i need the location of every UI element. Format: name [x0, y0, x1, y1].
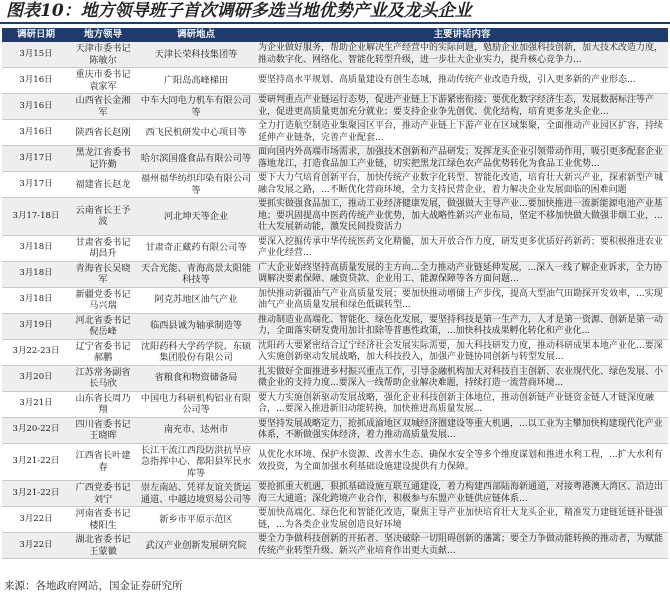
header-content: 主要讲话内容 — [256, 28, 668, 42]
figure-title: 图表10：地方领导班子首次调研多选当地优势产业及龙头企业 — [0, 0, 670, 24]
cell-place: 天合光能、青海高景太阳能科技等 — [136, 261, 256, 287]
cell-leader: 辽宁省委书记郝鹏 — [70, 339, 136, 365]
cell-content: 推动制造业高端化、智能化、绿色化发展，要坚持科技是第一生产力，人才是第一资源、创新是第一动力，全面落实研发费用加计扣除等普惠性政策，...加快科技成果孵化转化和产业化... — [256, 313, 668, 339]
cell-place: 福州福华纺织印染有限公司等 — [136, 172, 256, 198]
cell-place: 天津长荣科技集团等 — [136, 42, 256, 68]
cell-place: 哈尔滨国盛食品有限公司等 — [136, 146, 256, 172]
cell-place: 南充市、达州市 — [136, 417, 256, 443]
cell-date: 3月18日 — [2, 287, 70, 313]
cell-place: 临西县诚为轴承制造等 — [136, 313, 256, 339]
table-row — [2, 533, 668, 559]
cell-leader: 黑龙江省委书记许勤 — [70, 146, 136, 172]
cell-date: 3月15日 — [2, 42, 70, 68]
cell-date: 3月16日 — [2, 120, 70, 146]
table-row — [2, 313, 668, 339]
header-date: 调研日期 — [2, 28, 70, 42]
cell-content: 要坚持高水平规划、高质量建设有创生态城，推动传统产业改造升级，引入更多新的产业形态... — [256, 68, 668, 94]
cell-content: 面向国内外高端市场需求，加强技术创新和产品研发；发挥龙头企业引领带动作用，吸引更多配套企业落地龙江，打造食品加工产业链，切实把黑龙江绿色农产品优势转化为食品工业优势... — [256, 146, 668, 172]
table-row — [2, 443, 668, 481]
table-row — [2, 68, 668, 94]
source-note: 来源：各地政府网站，国金证券研究所 — [4, 580, 183, 592]
cell-date: 3月22日 — [2, 507, 70, 533]
cell-leader: 重庆市委书记袁家军 — [70, 68, 136, 94]
cell-leader: 河南省委书记楼阳生 — [70, 507, 136, 533]
cell-leader: 江西省长叶建春 — [70, 443, 136, 481]
cell-date: 3月20-22日 — [2, 417, 70, 443]
cell-date: 3月21日 — [2, 391, 70, 417]
table-row — [2, 42, 668, 68]
research-table — [2, 28, 668, 559]
cell-content: 从优化水环境、保护水资源、改善水生态、确保水安全等多个维度谋划和推进水利工程，...扩大水利有效投资，为全面加强水利基础设施建设提供有力保障。 — [256, 443, 668, 481]
header-leader: 地方领导 — [70, 28, 136, 42]
table-row — [2, 261, 668, 287]
table-row — [2, 146, 668, 172]
table-row — [2, 417, 668, 443]
cell-place: 长江干流江西段防洪抗旱应急指挥中心、都阳县军民水库等 — [136, 443, 256, 481]
cell-leader: 山东省长周乃翔 — [70, 391, 136, 417]
table-row — [2, 339, 668, 365]
cell-content: 加快推动新疆油气产业高质量发展；要加快推动增储上产步伐，提高大型油气田勘探开发效率，...实现油气产业高质量发展和绿色低碳转型... — [256, 287, 668, 313]
table-row — [2, 94, 668, 120]
cell-content: 要深入挖掘传承中华传统医药文化精髓，加大开放合作力度，研发更多优质好药新药；要积极推进农业产业化经营... — [256, 235, 668, 261]
cell-date: 3月22日 — [2, 533, 70, 559]
table-row — [2, 172, 668, 198]
cell-leader: 云南省长王予波 — [70, 198, 136, 236]
cell-place: 阿克苏地区油气产业 — [136, 287, 256, 313]
cell-content: 为企业做好服务，帮助企业解决生产经营中的实际问题，勉励企业加强科技创新，加大技术改造力度，推动数字化、网络化、智能化转型升级，进一步壮大企业实力，提升核心竞争力... — [256, 42, 668, 68]
cell-content: 要加快高端化、绿色化和智能化改造，聚焦主导产业加快培育壮大龙头企业，精准发力建链延链补链强链，...为各类企业发展创造良好环境 — [256, 507, 668, 533]
cell-place: 西飞民机研发中心项目等 — [136, 120, 256, 146]
cell-place: 武汉产业创新发展研究院 — [136, 533, 256, 559]
cell-date: 3月16日 — [2, 68, 70, 94]
cell-leader: 福建省长赵龙 — [70, 172, 136, 198]
cell-date: 3月21-22日 — [2, 443, 70, 481]
cell-content: 要坚持发展战略定力，抢抓成渝地区双城经济圈建设等重大机遇，...以工业为主攀加快构建现代化产业体系，不断做强实体经济，着力推动高质量发展... — [256, 417, 668, 443]
cell-date: 3月22-23日 — [2, 339, 70, 365]
cell-date: 3月18日 — [2, 261, 70, 287]
cell-content: 要全力争做科技创新的开拓者、坚决破除一切阻碍创新的藩篱；要全力争做动能转换的推动者，为赋能传统产业转型升级、新兴产业培育作出更大贡献... — [256, 533, 668, 559]
cell-date: 3月17-18日 — [2, 198, 70, 236]
cell-leader: 甘肃省委书记胡昌升 — [70, 235, 136, 261]
table-row — [2, 365, 668, 391]
cell-leader: 江苏常务副省长马欣 — [70, 365, 136, 391]
cell-date: 3月18日 — [2, 235, 70, 261]
cell-date: 3月21-22日 — [2, 481, 70, 507]
cell-place: 崇左南站、凭祥友谊关货运通道、中越边境贸易公司等 — [136, 481, 256, 507]
cell-content: 要研判重点产业链运行态势，促进产业链上下游紧密衔接；要优化数字经济生态，发展数据标注等产业，促进更高质量更加充分就业；要支持企业争先创优、优化结构，培育更多龙头企业... — [256, 94, 668, 120]
cell-content: 要抓实做强食品加工，推动工业经济健康发展，做强做大主导产业...要加快推进一流新能源电池产业基地；要巩固提高中医药传统产业优势，加大战略性新兴产业布局，坚定不移加快做大做强非烟工业，...壮大发展新动能，激发民间投资活力 — [256, 198, 668, 236]
cell-place: 甘肃奇正藏药有限公司等 — [136, 235, 256, 261]
cell-leader: 山西省长金湘军 — [70, 94, 136, 120]
cell-place: 广阳岛高峰梯田 — [136, 68, 256, 94]
cell-content: 要大力实施创新驱动发展战略，强化企业科技创新主体地位，推动创新链产业链资金链人才链深度融合，...要深入推进新旧动能转换，加快推进高质量发展... — [256, 391, 668, 417]
table-row — [2, 507, 668, 533]
table-body — [2, 42, 668, 559]
cell-date: 3月17日 — [2, 172, 70, 198]
cell-place: 中车大同电力机车有限公司等 — [136, 94, 256, 120]
cell-leader: 天津市委书记陈敏尔 — [70, 42, 136, 68]
cell-leader: 新疆党委书记马兴瑞 — [70, 287, 136, 313]
table-row — [2, 481, 668, 507]
cell-content: 要抢抓重大机遇，狠抓基础设施互联互通建设，着力构建西部陆海新通道，对接粤港澳大湾区、沿边出海三大通道；深化跨境产业合作，积极参与东盟产业链供应链体系... — [256, 481, 668, 507]
cell-place: 沈阳药科大学药学院、东硕集团股份有限公司 — [136, 339, 256, 365]
cell-date: 3月20日 — [2, 365, 70, 391]
cell-content: 沈阳药大要紧密结合辽宁经济社会发展实际需要，加大科技研发力度，推动科研成果本地产业化...要深入实施创新驱动发展战略，加大科技投入，加强产业链协同创新与转型发展... — [256, 339, 668, 365]
table-row — [2, 198, 668, 236]
table-row — [2, 391, 668, 417]
cell-date: 3月19日 — [2, 313, 70, 339]
table-row — [2, 235, 668, 261]
table-header-row — [2, 28, 668, 42]
cell-content: 扎实做好全面推进乡村振兴重点工作，引导金融机构加大对科技自主创新、农业现代化、绿色发展、小微企业的支持力度...要深入一线帮助企业解决难题，持续打造一流营商环境... — [256, 365, 668, 391]
cell-content: 全力打造航空制造业集聚园区平台，推动产业链上下游产业在区域集聚，全面推动产业园区扩容，持续延伸产业链条，完善产业配套... — [256, 120, 668, 146]
cell-place: 河北坤天等企业 — [136, 198, 256, 236]
cell-leader: 陕西省长赵刚 — [70, 120, 136, 146]
table-row — [2, 287, 668, 313]
cell-leader: 河北省委书记倪岳峰 — [70, 313, 136, 339]
cell-place: 中国电力科研机构铝业有限公司等 — [136, 391, 256, 417]
cell-leader: 广西党委书记刘宁 — [70, 481, 136, 507]
cell-place: 新乡市平原示范区 — [136, 507, 256, 533]
cell-content: 要下大力气培育创新平台，加快传统产业数字化转型、智能化改造，培育壮大新兴产业，探索新型产城融合发展之路，...不断优化营商环境，全力支持民营企业，着力解决企业发展面临的困难问题 — [256, 172, 668, 198]
table-row — [2, 120, 668, 146]
cell-date: 3月17日 — [2, 146, 70, 172]
cell-content: 广大企业始终坚持高质量发展的主方向...全力推动产业链延伸发展，...深入一线了解企业诉求，全力协调解决要素保障、融资贷款、企业用工、能源保障等各方面问题... — [256, 261, 668, 287]
cell-leader: 四川省委书记王晓晖 — [70, 417, 136, 443]
cell-leader: 湖北省委书记王蒙徽 — [70, 533, 136, 559]
cell-leader: 青海省长吴晓军 — [70, 261, 136, 287]
header-place: 调研地点 — [136, 28, 256, 42]
cell-place: 省粮食和物资储备局 — [136, 365, 256, 391]
cell-date: 3月16日 — [2, 94, 70, 120]
